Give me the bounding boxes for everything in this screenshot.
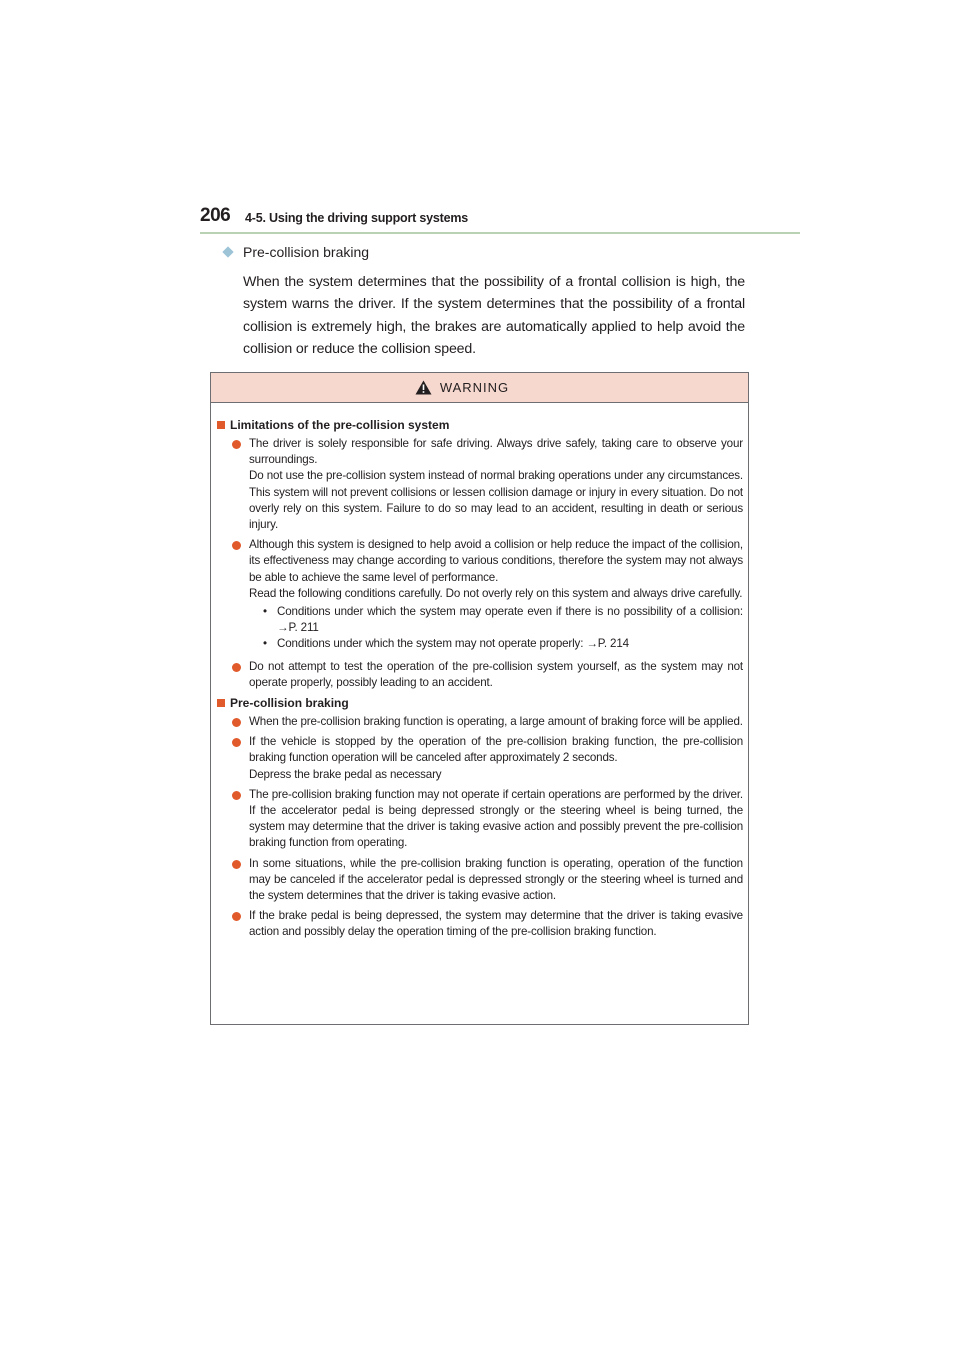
warning-box [210, 372, 749, 1025]
bullet-item [232, 714, 743, 730]
bullet-text: Do not attempt to test the operation of the pre-collision system yourself, as the system may not operate properly, possibly leading to an accident. [249, 659, 743, 689]
square-bullet-icon [217, 699, 225, 707]
bullet-line: The driver is solely responsible for safe driving. Always drive safely, taking care to observe your surroundings. [249, 437, 743, 467]
subheading [222, 244, 369, 260]
bullet-item [232, 734, 743, 783]
bullet-line: Although this system is designed to help avoid a collision or help reduce the impact of the collision, its effectiveness may change according to various conditions, therefore the system may not always be able to achieve the same level of performance. [249, 538, 743, 584]
bullet-item [232, 537, 743, 654]
circle-bullet-icon [232, 541, 241, 550]
sub-list [263, 604, 743, 653]
circle-bullet-icon [232, 718, 241, 727]
bullet-text: The pre-collision braking function may not operate if certain operations are performed by the driver. If the accelerator pedal is being depressed strongly or the steering wheel is being turned, the system may determine that the driver is taking evasive action and possibly prevent the pre-collision braking function from operating. [249, 787, 743, 850]
warning-triangle-icon [415, 380, 432, 395]
bullet-item [232, 856, 743, 905]
bullet-text: If the brake pedal is being depressed, the system may determine that the driver is taking evasive action and possibly delay the operation timing of the pre-collision braking function. [249, 909, 743, 939]
diamond-icon [222, 246, 233, 257]
page-number: 206 [200, 205, 231, 226]
section-title: 4-5. Using the driving support systems [245, 211, 469, 225]
subheading-text: Pre-collision braking [243, 244, 370, 260]
sub-bullet-mark: • [263, 637, 267, 651]
bullet-line: Do not use the pre-collision system instead of normal braking operations under any circumstances. This system will not prevent collisions or lessen collision damage or injury in every situation. Do not overly rely on this system. Failure to do so may lead to an accident, resulting in death or serious injury. [249, 469, 743, 532]
sub-item [263, 636, 743, 652]
bullet-text [249, 734, 743, 783]
header-rule [200, 232, 800, 234]
square-bullet-icon [217, 421, 225, 429]
sub-item [263, 604, 743, 636]
warning-header [211, 373, 748, 403]
bullet-item [232, 436, 743, 533]
topic-title: Pre-collision braking [230, 696, 349, 711]
bullet-item [232, 787, 743, 852]
bullet-line: Depress the brake pedal as necessary [249, 767, 442, 781]
circle-bullet-icon [232, 791, 241, 800]
bullet-text [249, 537, 743, 654]
sub-item-text: Conditions under which the system may not operate properly: →P. 214 [277, 637, 629, 651]
topic-heading [217, 417, 743, 433]
warning-body [211, 403, 748, 941]
warning-label: WARNING [439, 380, 510, 395]
bullet-item [232, 659, 743, 691]
bullet-item [232, 908, 743, 940]
circle-bullet-icon [232, 663, 241, 672]
circle-bullet-icon [232, 912, 241, 921]
circle-bullet-icon [232, 738, 241, 747]
sub-item-text: Conditions under which the system may operate even if there is no possibility of a collision: →P. 211 [277, 605, 743, 635]
bullet-text: In some situations, while the pre-collision braking function is operating, operation of the function may be canceled if the accelerator pedal is depressed strongly or the steering wheel is turned and the system determines that the driver is taking evasive action. [249, 856, 743, 903]
intro-paragraph: When the system determines that the possibility of a frontal collision is high, the system warns the driver. If the system determines that the possibility of a frontal collision is extremely high, the brakes are automatically applied to help avoid the collision or reduce the collision speed. [243, 274, 745, 358]
bullet-line: If the vehicle is stopped by the operation of the pre-collision braking function, the pre-collision braking function operation will be canceled after approximately 2 seconds. [249, 735, 743, 765]
topic-title: Limitations of the pre-collision system [230, 418, 450, 432]
topic-heading [217, 695, 743, 711]
circle-bullet-icon [232, 440, 241, 449]
bullet-line: Read the following conditions carefully. Do not overly rely on this system and always drive carefully. [249, 586, 743, 600]
bullet-text [249, 436, 743, 533]
bullet-text: When the pre-collision braking function is operating, a large amount of braking force will be applied. [249, 715, 743, 729]
sub-bullet-mark: • [263, 605, 267, 619]
circle-bullet-icon [232, 860, 241, 869]
